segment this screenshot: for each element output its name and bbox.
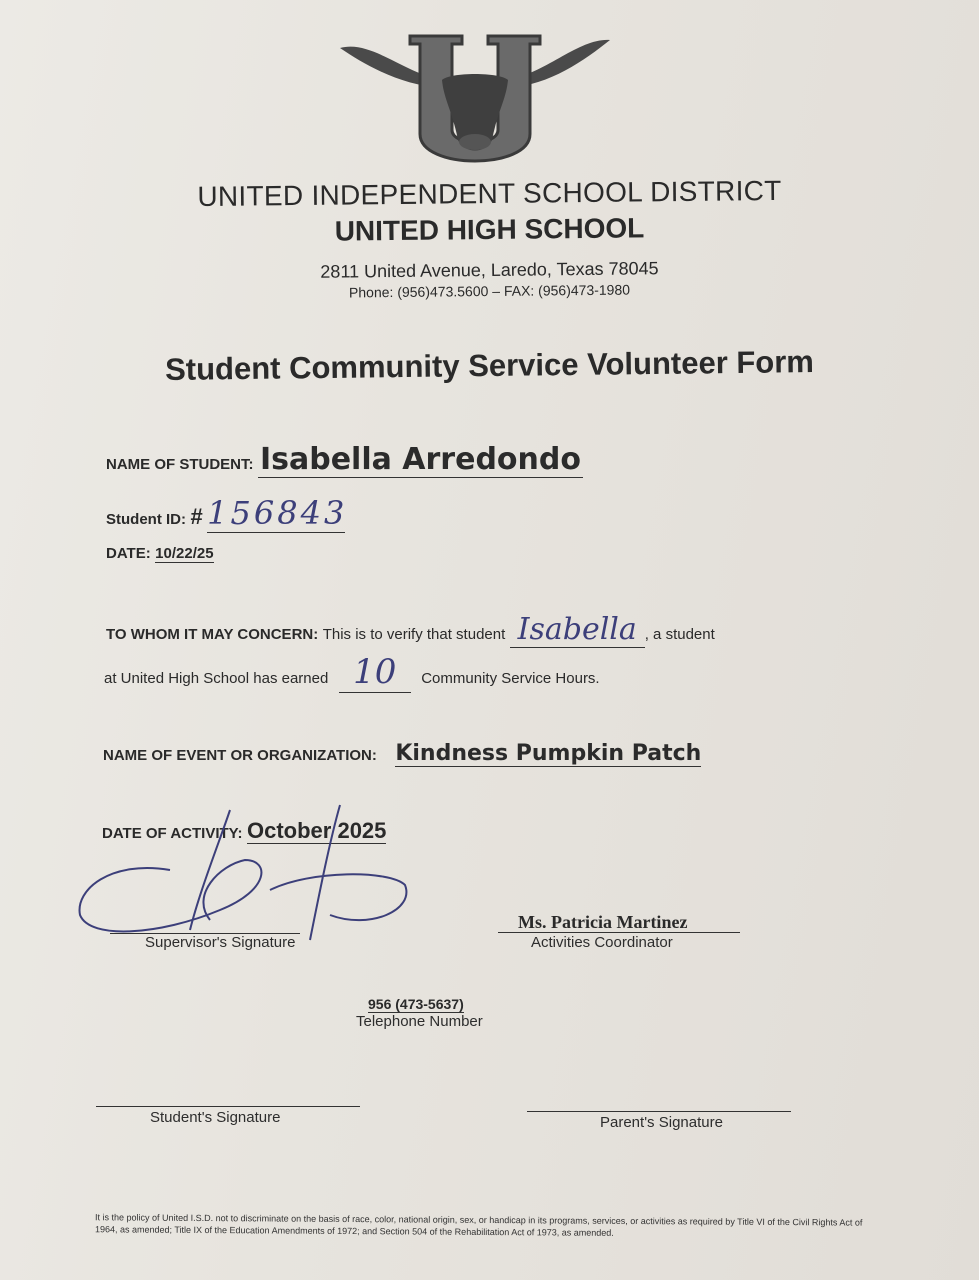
student-name-value: Isabella Arredondo <box>259 442 581 477</box>
student-id-label: Student ID: <box>106 511 186 528</box>
student-id-row <box>106 494 348 533</box>
telephone-value: 956 (473-5637) <box>368 996 464 1012</box>
coordinator-line <box>498 932 740 933</box>
date-value: 10/22/25 <box>155 545 214 562</box>
supervisor-signature-label: Supervisor's Signature <box>145 934 296 951</box>
date-row <box>106 545 214 563</box>
date-label: DATE: <box>106 545 151 562</box>
event-label: NAME OF EVENT OR ORGANIZATION: <box>103 747 377 764</box>
concern-suffix: , a student <box>644 626 715 643</box>
student-signature-line <box>96 1106 360 1107</box>
hours-suffix: Community Service Hours. <box>421 670 600 687</box>
student-signature-label: Student's Signature <box>150 1109 281 1126</box>
longhorn-bull-icon <box>330 30 620 180</box>
school-name: UNITED HIGH SCHOOL <box>334 212 645 247</box>
telephone-label: Telephone Number <box>356 1013 483 1030</box>
event-row <box>103 741 701 766</box>
student-name-label: NAME OF STUDENT: <box>106 456 254 473</box>
concern-label: TO WHOM IT MAY CONCERN: <box>106 626 319 643</box>
form-title: Student Community Service Volunteer Form <box>164 344 815 387</box>
student-signature-inline: Isabella <box>510 612 645 648</box>
event-value: Kindness Pumpkin Patch <box>395 741 702 766</box>
activity-label: DATE OF ACTIVITY: <box>102 825 243 842</box>
student-name-row <box>106 442 583 477</box>
student-id-prefix: # <box>190 504 203 529</box>
concern-row <box>106 612 715 648</box>
school-address: 2811 United Avenue, Laredo, Texas 78045 <box>320 258 659 282</box>
activity-value: October 2025 <box>247 818 387 843</box>
hours-value: 10 <box>339 652 411 693</box>
hours-prefix: at United High School has earned <box>104 670 329 687</box>
district-name: UNITED INDEPENDENT SCHOOL DISTRICT <box>197 174 782 213</box>
hours-row <box>104 652 600 693</box>
supervisor-signature-scribble <box>70 800 430 950</box>
parent-signature-line <box>527 1111 791 1112</box>
school-phone: Phone: (956)473.5600 – FAX: (956)473-1980 <box>348 281 631 301</box>
coordinator-name: Ms. Patricia Martinez <box>518 912 688 932</box>
concern-text: This is to verify that student <box>322 626 506 643</box>
parent-signature-label: Parent's Signature <box>600 1114 723 1131</box>
coordinator-title: Activities Coordinator <box>531 934 673 951</box>
nondiscrimination-policy: It is the policy of United I.S.D. not to discriminate on the basis of race, color, national origin, sex, or handicap in its programs, services, or activities as required by Title VI of the Civil Rights Act of 1964, as amended; Title IX of the Education Amendments of 1972; and Section 504 of the Rehabilitation Act of 1973, as amended. <box>94 1212 863 1238</box>
student-id-value: 156843 <box>207 494 348 532</box>
